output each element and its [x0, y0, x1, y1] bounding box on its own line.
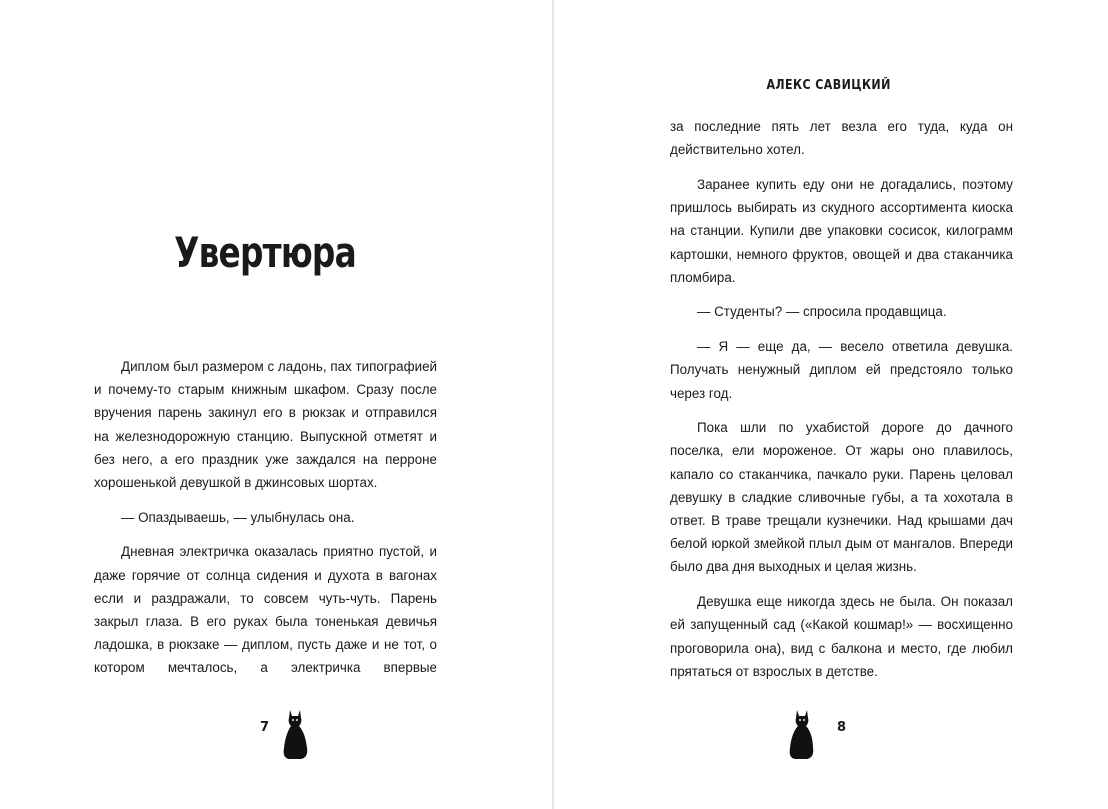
running-head: АЛЕКС САВИЦКИЙ: [766, 78, 891, 93]
paragraph: Пока шли по ухабистой дороге до дачного поселка, ели мороженое. От жары оно плавилось, капало со стаканчика, пачкало руки. Парень целовал девушку в сладкие сливочные губы, а та хохотала в ответ. В траве трещали кузнечики. Над крышами дач белой юркой змейкой плыл дым от мангалов. Впереди было два дня выходных и целая жизнь.: [670, 420, 1013, 575]
paragraph: — Студенты? — спросила продавщица.: [697, 304, 947, 320]
chapter-title: Увертюра: [174, 228, 356, 277]
paragraph: — Я — еще да, — весело ответила девушка. Получать ненужный диплом ей предстояло только через год.: [670, 339, 1013, 401]
paragraph: Диплом был размером с ладонь, пах типографией и почему-то старым книжным шкафом. Сразу после вручения парень закинул его в рюкзак и отправился на железнодорожную станцию. Выпускной отметят и без него, а его праздник уже заждался на перроне хорошенькой девушкой в джинсовых шортах.: [94, 359, 437, 491]
paragraph: Девушка еще никогда здесь не была. Он показал ей запущенный сад («Какой кошмар!» — восхищенно проговорила она), вид с балкона и место, где любил прятаться от взрослых в детстве.: [670, 594, 1013, 679]
paragraph: Дневная электричка оказалась приятно пустой, и даже горячие от солнца сидения и духота в вагонах если и раздражали, то совсем чуть-чуть. Парень закрыл глаза. В его руках была тоненькая девичья ладошка, в рюкзаке — диплом, пусть даже и не тот, о котором мечталось, а электричка впервые: [94, 544, 437, 676]
paragraph: Заранее купить еду они не догадались, поэтому пришлось выбирать из скудного ассортимента киоска на станции. Купили две упаковки сосисок, килограмм картошки, немного фруктов, овощей и два стаканчика пломбира.: [670, 176, 1013, 285]
cat-icon: [281, 708, 311, 760]
cat-icon: [786, 708, 816, 760]
page-number: 8: [837, 720, 847, 735]
right-body-text: [670, 115, 1013, 694]
left-page: [0, 0, 553, 809]
left-body-text: [94, 355, 437, 691]
page-number: 7: [260, 720, 270, 735]
paragraph: за последние пять лет везла его туда, куда он действительно хотел.: [670, 119, 1013, 158]
right-page: [554, 0, 1107, 809]
paragraph: — Опаздываешь, — улыбнулась она.: [121, 509, 355, 525]
